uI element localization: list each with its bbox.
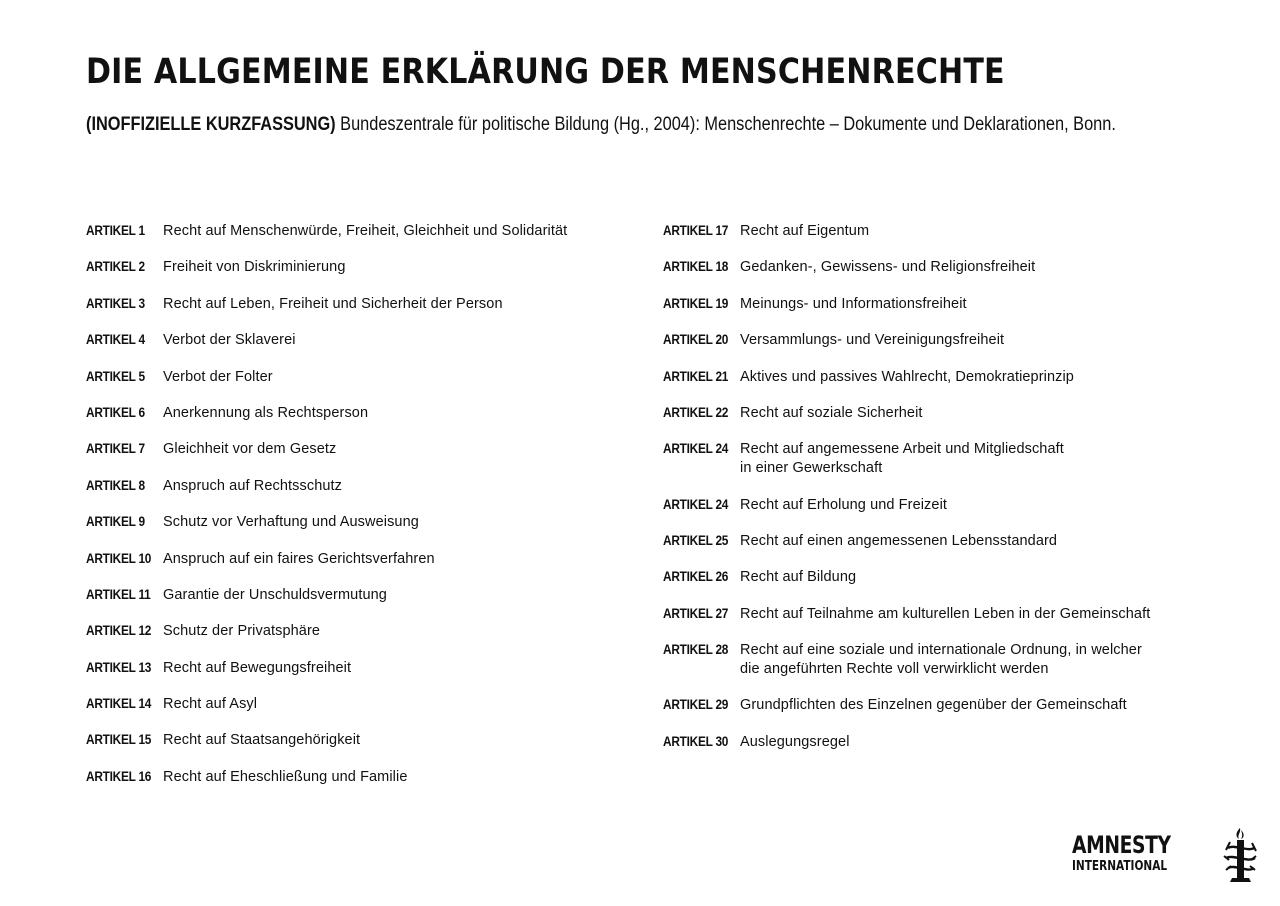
list-item [86,731,646,750]
list-item [86,404,646,423]
list-item [86,368,646,387]
article-title: Meinungs- und Informationsfreiheit [740,295,967,312]
article-number: ARTIKEL 22 [663,404,729,420]
article-title: Grundpflichten des Einzelnen gegenüber der Gemeinschaft [740,697,1127,714]
article-title: Recht auf Teilnahme am kulturellen Leben in der Gemeinschaft [740,605,1151,622]
article-number: ARTIKEL 18 [663,259,729,275]
article-title: Recht auf Bildung [740,569,857,586]
article-title: Versammlungs- und Vereinigungsfreiheit [740,332,1005,349]
list-item [86,550,646,569]
amnesty-logo [1072,832,1198,874]
article-number: ARTIKEL 15 [86,732,152,748]
list-item [86,768,646,787]
article-title: Recht auf angemessene Arbeit und Mitgliedschaft in einer Gewerkschaft [740,441,1064,477]
list-item [663,605,1223,624]
article-title: Anspruch auf ein faires Gerichtsverfahren [163,550,435,567]
list-item [663,440,1223,478]
article-number: ARTIKEL 29 [663,697,729,713]
page-title: DIE ALLGEMEINE ERKLÄRUNG DER MENSCHENRECHTE [86,52,1005,92]
articles-column-left [86,222,646,804]
article-title: Recht auf Bewegungsfreiheit [163,659,352,676]
article-number: ARTIKEL 27 [663,605,729,621]
article-number: ARTIKEL 17 [663,223,729,238]
article-number: ARTIKEL 21 [663,368,729,384]
article-number: ARTIKEL 24 [663,496,729,512]
list-item [86,659,646,678]
article-number: ARTIKEL 25 [663,532,729,548]
article-title: Garantie der Unschuldsvermutung [163,586,387,603]
article-title: Recht auf eine soziale und internationale Ordnung, in welcher die angeführten Rechte voll verwirklicht werden [740,642,1142,677]
article-number: ARTIKEL 19 [663,295,729,311]
list-item [86,513,646,532]
article-number: ARTIKEL 14 [86,696,152,712]
list-item [86,586,646,605]
article-number: ARTIKEL 1 [86,223,145,238]
article-title: Schutz der Privatsphäre [163,623,321,640]
list-item [86,622,646,641]
article-number: ARTIKEL 26 [663,569,729,585]
article-number: ARTIKEL 28 [663,642,729,658]
article-number: ARTIKEL 20 [663,332,729,348]
article-title: Gedanken-, Gewissens- und Religionsfreiheit [740,259,1036,276]
list-item [663,496,1223,515]
article-title: Recht auf Erholung und Freizeit [740,496,948,513]
logo-wordmark [1072,832,1171,874]
article-number: ARTIKEL 24 [663,441,729,457]
list-item [663,641,1223,679]
article-title: Recht auf einen angemessenen Lebensstandard [740,532,1058,549]
article-number: ARTIKEL 12 [86,623,152,639]
list-item [663,696,1223,715]
article-number: ARTIKEL 16 [86,768,152,784]
subtitle [86,112,1116,138]
article-title: Anspruch auf Rechtsschutz [163,477,343,494]
list-item [663,532,1223,551]
list-item [663,368,1223,387]
article-title: Aktives und passives Wahlrecht, Demokratieprinzip [740,368,1074,385]
article-title: Recht auf Leben, Freiheit und Sicherheit der Person [163,295,503,312]
article-number: ARTIKEL 4 [86,332,145,348]
list-item [86,258,646,277]
logo-line-amnesty: AMNESTY [1072,831,1171,859]
article-title: Verbot der Sklaverei [163,332,296,349]
article-number: ARTIKEL 30 [663,733,729,749]
subtitle-source: Bundeszentrale für politische Bildung (Hg., 2004): Menschenrechte – Dokumente und Deklarationen, Bonn. [335,114,1116,135]
article-number: ARTIKEL 2 [86,259,145,275]
article-title: Recht auf Eigentum [740,223,870,239]
article-title: Verbot der Folter [163,368,273,385]
article-title: Freiheit von Diskriminierung [163,259,346,276]
list-item [663,331,1223,350]
list-item [86,440,646,459]
list-item [663,733,1223,752]
list-item [86,477,646,496]
article-title: Gleichheit vor dem Gesetz [163,441,337,458]
article-title: Schutz vor Verhaftung und Ausweisung [163,514,419,531]
list-item [663,404,1223,423]
list-item [663,295,1223,314]
article-title: Recht auf Asyl [163,696,258,713]
subtitle-label: (INOFFIZIELLE KURZFASSUNG) [86,114,336,135]
candle-barbed-wire-icon [1220,826,1260,884]
article-title: Recht auf Eheschließung und Familie [163,768,408,785]
article-number: ARTIKEL 8 [86,477,145,493]
articles-column-right [663,222,1223,769]
article-number: ARTIKEL 9 [86,514,145,530]
article-number: ARTIKEL 5 [86,368,145,384]
list-item [86,295,646,314]
article-number: ARTIKEL 13 [86,659,152,675]
list-item [86,222,646,241]
article-number: ARTIKEL 6 [86,404,145,420]
list-item [663,222,1223,241]
article-title: Auslegungsregel [740,733,850,750]
logo-line-international: INTERNATIONAL [1072,858,1168,874]
list-item [663,568,1223,587]
article-title: Recht auf soziale Sicherheit [740,404,923,421]
article-title: Anerkennung als Rechtsperson [163,404,369,421]
article-number: ARTIKEL 3 [86,295,145,311]
article-number: ARTIKEL 10 [86,550,152,566]
list-item [86,331,646,350]
article-title: Recht auf Staatsangehörigkeit [163,732,361,749]
article-title: Recht auf Menschenwürde, Freiheit, Gleichheit und Solidarität [163,223,568,239]
article-number: ARTIKEL 7 [86,441,145,457]
list-item [663,258,1223,277]
list-item [86,695,646,714]
article-number: ARTIKEL 11 [86,586,151,602]
